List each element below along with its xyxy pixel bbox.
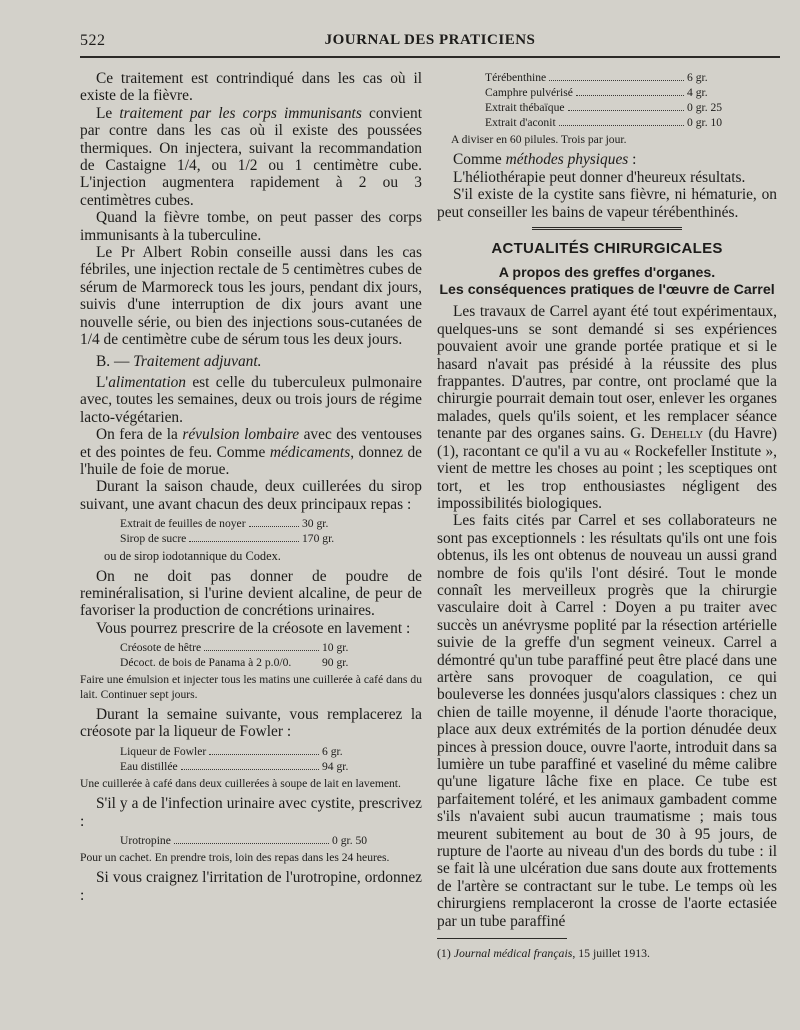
right-column — [437, 70, 777, 962]
paragraph: Le traitement par les corps immunisants convient par contre dans les cas où il existe des poussées thermiques. On injectera, suivant la recommandation de Castaigne 1/4, ou 1/2 ou 1 centimètre cube. L'injection augmentera rapidement à 2 ou 3 centimètres cubes. — [80, 104, 422, 209]
left-column — [80, 70, 422, 904]
recipe-line: Sirop de sucre 170 gr. — [120, 532, 335, 546]
footnote: (1) Journal médical français, 15 juillet 1913. — [437, 946, 650, 961]
recipe-line: Extrait d'aconit 0 gr. 10 — [485, 116, 723, 129]
paragraph: Vous pourrez prescrire de la créosote en lavement : — [96, 619, 411, 637]
paragraph: S'il y a de l'infection urinaire avec cystite, prescrivez : — [80, 795, 422, 830]
recipe-pills — [437, 70, 735, 130]
paragraph: On fera de la révulsion lombaire avec des ventouses et des pointes de feu. Comme médicaments, donnez de l'huile de foie de morue. — [80, 426, 422, 478]
paragraph: L'héliothérapie peut donner d'heureux résultats. — [453, 168, 746, 186]
paragraph: Durant la saison chaude, deux cuillerées du sirop suivant, une avant chacun des deux principaux repas : — [80, 478, 422, 513]
recipe-line: Camphre pulvérisé 4 gr. — [485, 86, 708, 99]
section-divider — [532, 227, 682, 232]
paragraph: Ce traitement est contrindiqué dans les cas où il existe de la fièvre. — [80, 70, 422, 105]
page-header — [80, 32, 780, 54]
paragraph: Les travaux de Carrel ayant été tout expérimentaux, quelques-uns se sont demandé si ses expériences pouvaient avoir une grande portée pratique et si le hasard n'avait pas présidé à la réussite des plus frappantes. D'autres, par contre, ont proclamé que la chirurgie pourrait demain tout oser, enlever les organes malades, quels qu'ils soient, et les remplacer séance tenante par des organes sains. G. Dehelly (du Havre) (1), racontant ce qu'il a vu au « Rockefeller Institute », vient de mettre les choses au point ; les sceptiques ont tort, et les trop enthousiastes négligent des impossibilités biologiques. — [437, 303, 777, 512]
recipe-note: Faire une émulsion et injecter tous les matins une cuillerée à café dans du lait. Continuer sept jours. — [80, 673, 422, 701]
recipe-line: Liqueur de Fowler 6 gr. — [120, 744, 343, 758]
paragraph: Le Pr Albert Robin conseille aussi dans les cas fébriles, une injection rectale de 5 centimètres cubes de sérum de Marmoreck tous les jours, pendant dix jours, suivis d'une interruption de dix jours avant une nouvelle série, ou bien des injections sous-cutanées de 1/4 de centimètre cube de sérum tous les deux jours. — [80, 244, 422, 349]
footnote-rule — [437, 938, 567, 939]
recipe-line: Extrait thébaïque 0 gr. 25 — [485, 101, 723, 114]
journal-title: JOURNAL DES PRATICIENS — [324, 32, 536, 48]
header-rule — [80, 56, 780, 58]
paragraph: S'il existe de la cystite sans fièvre, ni hématurie, on peut conseiller les bains de vapeur térébenthinés. — [437, 186, 777, 221]
recipe-line: Térébenthine 6 gr. — [485, 71, 708, 84]
paragraph: Si vous craignez l'irritation de l'urotropine, ordonnez : — [80, 869, 422, 904]
paragraph: L'alimentation est celle du tuberculeux pulmonaire avec, toutes les semaines, deux ou trois jours de régime lacto-végétarien. — [80, 373, 422, 426]
recipe-line: Eau distillée 94 gr. — [120, 759, 349, 773]
section-title: ACTUALITÉS CHIRURGICALES — [491, 240, 723, 258]
recipe-fowler — [80, 744, 370, 774]
paragraph: Les faits cités par Carrel et ses collaborateurs ne sont pas exceptionnels : les résultats qu'ils ont une fois obtenus, ils les ont obtenus de nouveau un aussi grand nombre de fois qu'ils l'ont désiré. Tout le monde connaît les merveilleux progrès que la chirurgie vasculaire doit à Carrel : Doyen a pu traiter avec succès un anévrysme poplité par la résection artérielle suivie de la greffe d'un segment veineux. Carrel a démontré qu'un tube paraffiné peut être placé dans une artère sans provoquer de coagulation, ce qui bouleverse les données jusqu'alors classiques : chez un chien de taille moyenne, il dénude l'aorte thoracique, place aux deux extrémités de la portion dénudée deux pinces à pression douce, ouvre l'aorte, introduit dans sa lumière un tube paraffiné et vaseliné du même calibre qu'une ligature lâche fixe en place. Ce tube est parfaitement toléré, et les animaux gambadent comme s'ils n'avaient subi aucun traumatisme ; mais tous meurent subitement au bout de 30 à 95 jours, de rupture de l'aorte au niveau d'un des bords du tube : il se fait là une ulcération due sans doute aux frottements de l'artère se contractant sur le tube. Le temps où les chirurgiens remplaceront la crosse de l'aorte ectasiée par un tube paraffiné — [437, 512, 777, 930]
recipe-note: ou de sirop iodotannique du Codex. — [104, 549, 281, 564]
recipe-urotropine — [80, 833, 380, 848]
paragraph: On ne doit pas donner de poudre de reminéralisation, si l'urine devient alcaline, de peur de favoriser la production de concrétions urinaires. — [80, 567, 422, 620]
recipe-line: Créosote de hêtre 10 gr. — [120, 641, 349, 655]
recipe-note: Une cuillerée à café dans deux cuillerées à soupe de lait en lavement. — [80, 776, 401, 790]
recipe-syrup — [80, 516, 350, 546]
section-b-heading: B. — Traitement adjuvant. — [96, 352, 262, 370]
recipe-line: Extrait de feuilles de noyer 30 gr. — [120, 517, 329, 531]
recipe-enema — [80, 640, 370, 670]
paragraph: Comme méthodes physiques : — [453, 151, 637, 169]
recipe-note: Pour un cachet. En prendre trois, loin des repas dans les 24 heures. — [80, 851, 390, 865]
page-number: 522 — [80, 32, 106, 49]
article-title: A propos des greffes d'organes. Les conséquences pratiques de l'œuvre de Carrel — [439, 265, 775, 299]
paragraph: Durant la semaine suivante, vous remplacerez la créosote par la liqueur de Fowler : — [80, 706, 422, 741]
paragraph: Quand la fièvre tombe, on peut passer des corps immunisants à la tuberculine. — [80, 209, 422, 244]
recipe-note: A diviser en 60 pilules. Trois par jour. — [451, 133, 627, 146]
recipe-line: Décoct. de bois de Panama à 2 p.0/0. 90 gr. — [120, 656, 349, 670]
recipe-line: Urotropine 0 gr. 50 — [120, 834, 368, 848]
